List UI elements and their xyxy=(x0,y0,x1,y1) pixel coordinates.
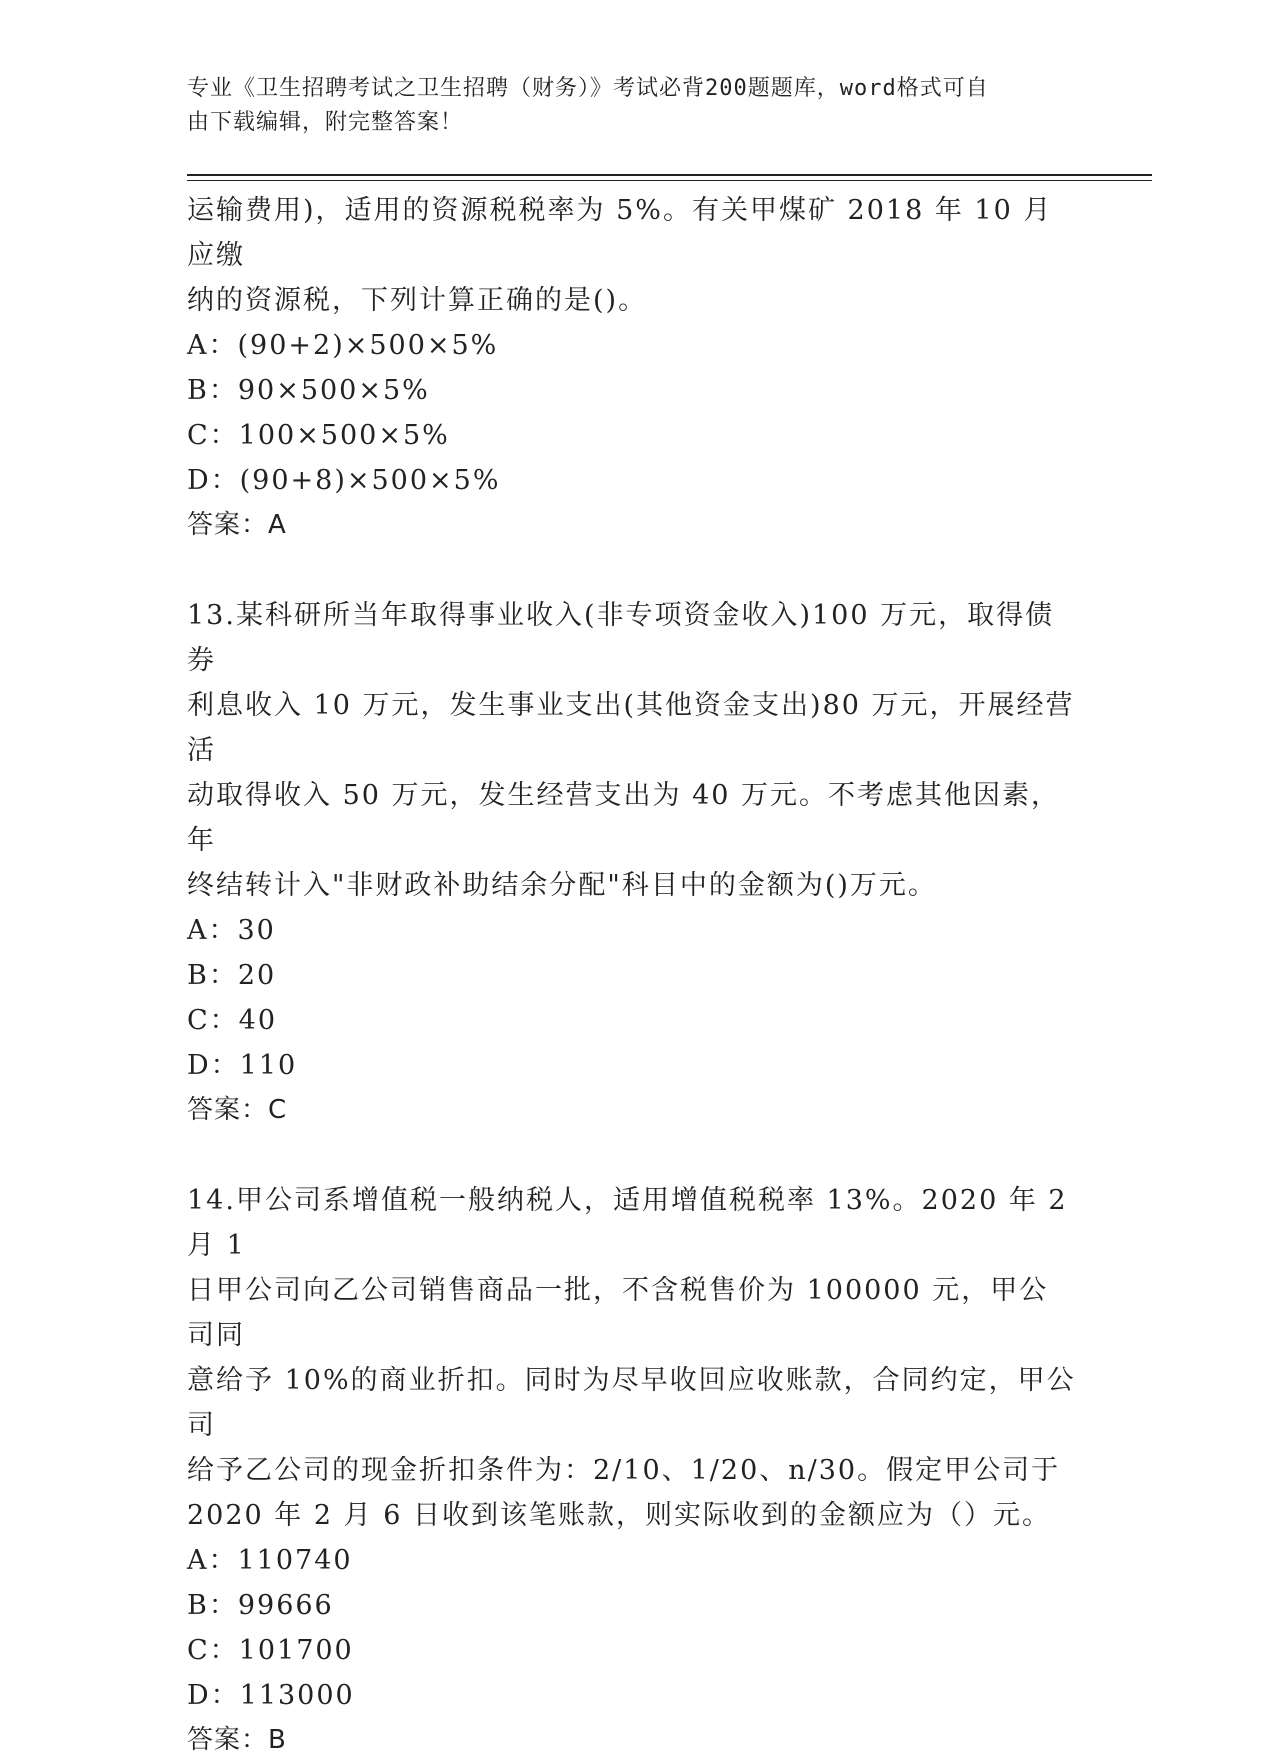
option-a: A：110740 xyxy=(187,1545,353,1576)
answer-text: 答案：A xyxy=(187,510,287,540)
option-c: C：101700 xyxy=(187,1635,354,1666)
document-body xyxy=(187,188,1077,1763)
question-text-line: 日甲公司向乙公司销售商品一批，不含税售价为 100000 元，甲公司同 xyxy=(187,1275,1049,1351)
option-d: D：(90+8)×500×5% xyxy=(187,465,501,496)
question-13 xyxy=(187,593,1077,1133)
option-b: B：99666 xyxy=(187,1590,334,1621)
question-text-line: 2020 年 2 月 6 日收到该笔账款，则实际收到的金额应为（）元。 xyxy=(187,1500,1051,1531)
option-d: D：110 xyxy=(187,1050,298,1081)
question-text-line: 14.甲公司系增值税一般纳税人，适用增值税税率 13%。2020 年 2 月 1 xyxy=(187,1185,1068,1261)
option-b: B：90×500×5% xyxy=(187,375,430,406)
option-c: C：100×500×5% xyxy=(187,420,450,451)
question-14 xyxy=(187,1178,1077,1763)
option-a: A：(90+2)×500×5% xyxy=(187,330,499,361)
question-text-line: 13.某科研所当年取得事业收入(非专项资金收入)100 万元，取得债券 xyxy=(187,600,1055,676)
question-spacer xyxy=(187,548,1077,593)
header-line-2: 由下载编辑，附完整答案！ xyxy=(187,110,464,135)
answer-text: 答案：C xyxy=(187,1095,288,1125)
document-header xyxy=(187,72,1067,140)
question-12 xyxy=(187,188,1077,548)
question-text-line: 意给予 10%的商业折扣。同时为尽早收回应收账款，合同约定，甲公司 xyxy=(187,1365,1076,1441)
question-text-line: 利息收入 10 万元，发生事业支出(其他资金支出)80 万元，开展经营活 xyxy=(187,690,1075,766)
header-line-1: 专业《卫生招聘考试之卫生招聘（财务）》考试必背200题题库，word格式可自 xyxy=(187,76,989,101)
header-divider-thin xyxy=(187,180,1152,181)
question-text-line: 纳的资源税，下列计算正确的是()。 xyxy=(187,285,648,316)
option-b: B：20 xyxy=(187,960,277,991)
question-spacer xyxy=(187,1133,1077,1178)
question-text-line: 终结转计入"非财政补助结余分配"科目中的金额为()万元。 xyxy=(187,870,937,901)
header-divider-thick xyxy=(187,174,1152,176)
question-text-line: 给予乙公司的现金折扣条件为：2/10、1/20、n/30。假定甲公司于 xyxy=(187,1455,1061,1486)
question-text-line: 运输费用)，适用的资源税税率为 5%。有关甲煤矿 2018 年 10 月应缴 xyxy=(187,195,1053,271)
option-d: D：113000 xyxy=(187,1680,355,1711)
answer-text: 答案：B xyxy=(187,1725,287,1755)
option-c: C：40 xyxy=(187,1005,278,1036)
option-a: A：30 xyxy=(187,915,276,946)
question-text-line: 动取得收入 50 万元，发生经营支出为 40 万元。不考虑其他因素，年 xyxy=(187,780,1061,856)
